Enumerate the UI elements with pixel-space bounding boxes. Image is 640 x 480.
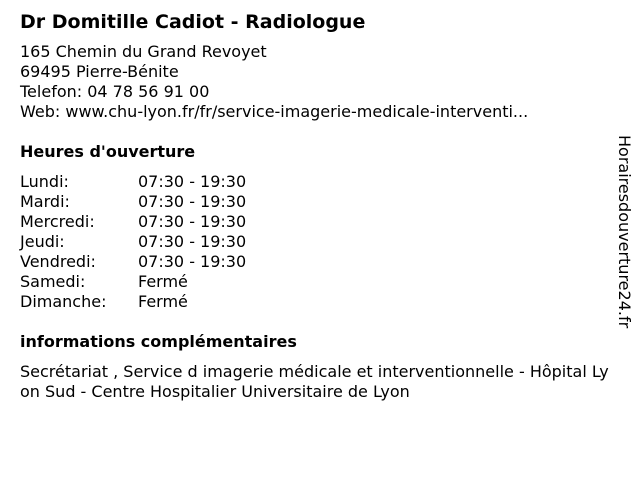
hours-time: 07:30 - 19:30 — [138, 172, 247, 191]
hours-day: Jeudi: — [20, 232, 65, 251]
hours-row — [20, 232, 610, 252]
hours-row — [20, 272, 610, 292]
hours-day: Dimanche: — [20, 292, 107, 311]
hours-row — [20, 212, 610, 232]
hours-row — [20, 292, 610, 312]
listing-content — [20, 10, 610, 402]
hours-time: 07:30 - 19:30 — [138, 212, 247, 231]
info-heading: informations complémentaires — [20, 332, 297, 351]
hours-day: Vendredi: — [20, 252, 96, 271]
hours-time: Fermé — [138, 272, 188, 291]
hours-time: Fermé — [138, 292, 188, 311]
hours-row — [20, 252, 610, 272]
hours-day: Mardi: — [20, 192, 70, 211]
hours-heading: Heures d'ouverture — [20, 142, 196, 161]
hours-time: 07:30 - 19:30 — [138, 192, 247, 211]
hours-day: Samedi: — [20, 272, 86, 291]
phone-number: Telefon: 04 78 56 91 00 — [20, 82, 210, 101]
brand-watermark[interactable]: Horairesdouverture24.fr — [615, 135, 634, 329]
address-city: 69495 Pierre-Bénite — [20, 62, 179, 81]
hours-table — [20, 172, 610, 312]
hours-day: Mercredi: — [20, 212, 95, 231]
hours-time: 07:30 - 19:30 — [138, 252, 247, 271]
address-street: 165 Chemin du Grand Revoyet — [20, 42, 267, 61]
website-link[interactable]: Web: www.chu-lyon.fr/fr/service-imagerie-medicale-interventi... — [20, 102, 529, 121]
hours-time: 07:30 - 19:30 — [138, 232, 247, 251]
hours-day: Lundi: — [20, 172, 69, 191]
hours-row — [20, 172, 610, 192]
hours-row — [20, 192, 610, 212]
info-text: Secrétariat , Service d imagerie médicale et interventionnelle - Hôpital Lyon Sud - Centre Hospitalier Universitaire de Lyon — [20, 362, 609, 401]
page-title: Dr Domitille Cadiot - Radiologue — [20, 11, 366, 33]
